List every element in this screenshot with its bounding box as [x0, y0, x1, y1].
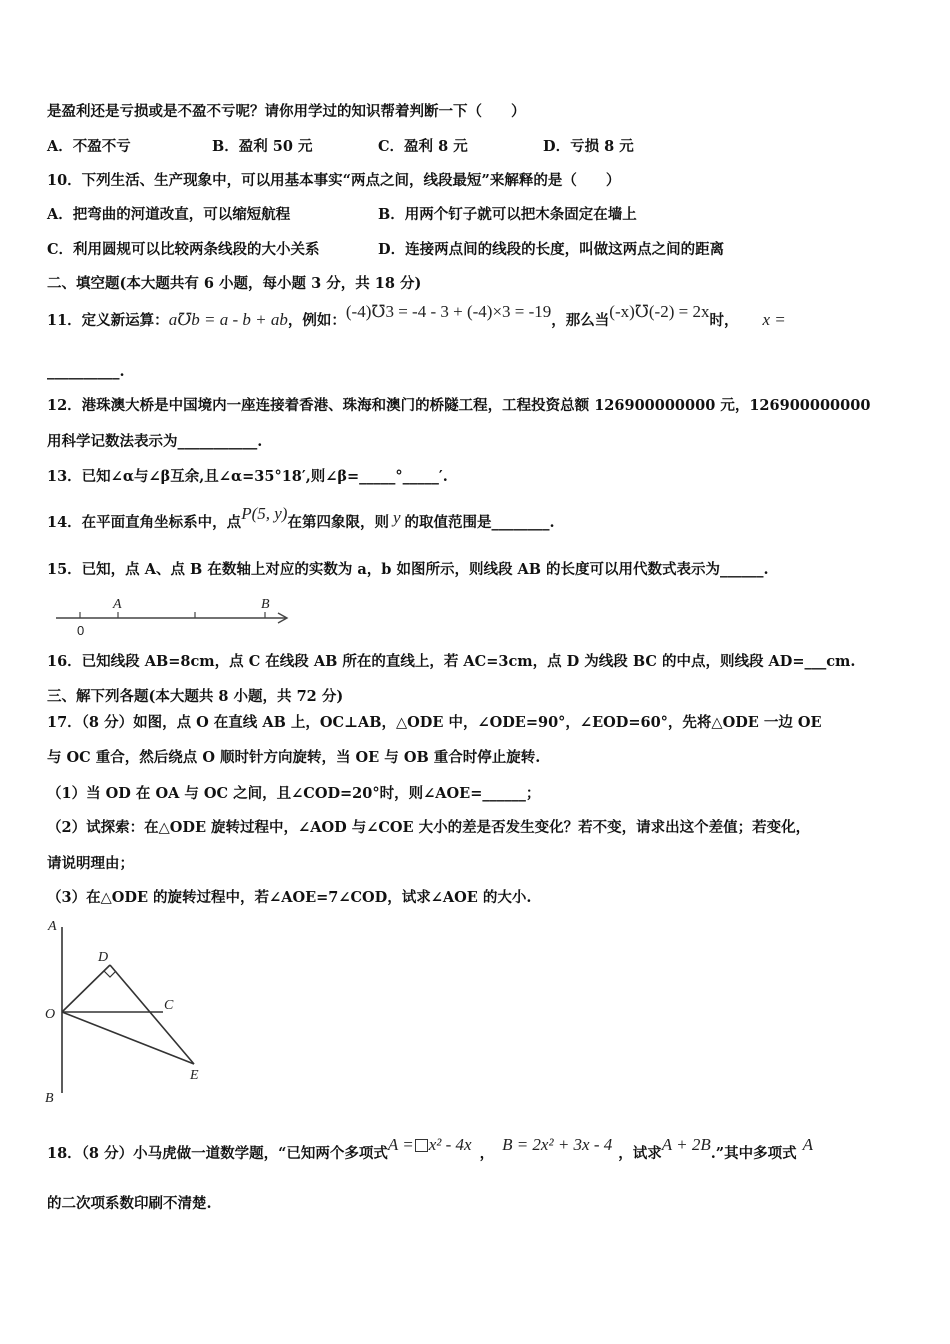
label-a: A	[113, 597, 122, 612]
q10-option-d[interactable]: D．连接两点间的线段的长度，叫做这两点之间的距离	[378, 241, 725, 258]
q14-mid: 在第四象限，则	[287, 514, 389, 531]
section3-heading: 三、解下列各题(本大题共 8 小题，共 72 分)	[47, 688, 344, 705]
q11-line	[47, 302, 786, 331]
label-b-point: B	[45, 1091, 54, 1106]
q9-option-a[interactable]: A．不盈不亏	[47, 138, 131, 155]
label-a-point: A	[48, 919, 57, 934]
q11-blank[interactable]: __________.	[47, 363, 125, 380]
q18-mid: ，试求	[618, 1145, 662, 1162]
label-zero: 0	[77, 623, 85, 638]
segment-de	[110, 965, 194, 1064]
q18-line1	[47, 1135, 813, 1164]
q10-option-c[interactable]: C．利用圆规可以比较两条线段的大小关系	[47, 241, 320, 258]
q17-line2: 与 OC 重合，然后绕点 O 顺时针方向旋转，当 OE 与 OB 重合时停止旋转.	[47, 749, 541, 766]
q9-option-b[interactable]: B．盈利 50 元	[212, 138, 313, 155]
q15-text: 15．已知，点 A、点 B 在数轴上对应的实数为 a，b 如图所示，则线段 AB 的长度可以用代数式表示为______.	[47, 561, 769, 578]
label-b: B	[261, 597, 270, 612]
label-d-point: D	[98, 950, 109, 965]
q16-text: 16．已知线段 AB=8cm，点 C 在线段 AB 所在的直线上，若 AC=3cm，点 D 为线段 BC 的中点，则线段 AD=___cm.	[47, 653, 856, 670]
smudged-coefficient-box	[415, 1139, 428, 1152]
q18-a: A	[802, 1135, 813, 1154]
section2-heading: 二、填空题(本大题共有 6 小题，每小题 3 分，共 18 分)	[47, 275, 422, 292]
q18-poly-a-rhs: x² - 4x	[428, 1135, 472, 1154]
q9-option-d[interactable]: D．亏损 8 元	[543, 138, 634, 155]
q11-x-eq: x =	[762, 310, 786, 329]
q18-expr: A + 2B	[661, 1135, 711, 1154]
q17-part1: （1）当 OD 在 OA 与 OC 之间，且∠COD=20°时，则∠AOE=______；	[47, 785, 541, 802]
q9-stem-line: 是盈利还是亏损或是不盈不亏呢？请你用学过的知识帮着判断一下（ ）	[47, 103, 526, 120]
q11-mid3: 时，	[709, 312, 739, 329]
segment-oe	[62, 1012, 194, 1064]
q18-prefix: 18．（8 分）小马虎做一道数学题，“已知两个多项式	[47, 1145, 388, 1162]
q11-mid2: ，那么当	[551, 312, 610, 329]
rotation-figure	[40, 915, 220, 1110]
q17-part2a: （2）试探索：在△ODE 旋转过程中，∠AOD 与∠COE 大小的差是否发生变化？若不变，请求出这个差值；若变化，	[47, 819, 811, 836]
q18-mid2: .”其中多项式	[710, 1145, 797, 1162]
q18-poly-a-lhs: A =	[387, 1135, 414, 1154]
q18-poly-b: B = 2x² + 3x - 4	[502, 1135, 613, 1154]
q11-mid1: ，例如：	[287, 312, 346, 329]
q9-option-c[interactable]: C．盈利 8 元	[378, 138, 468, 155]
segment-od	[62, 965, 110, 1012]
q11-example: (-4)℧3 = -4 - 3 + (-4)×3 = -19	[345, 302, 552, 321]
q10-option-a[interactable]: A．把弯曲的河道改直，可以缩短航程	[47, 206, 291, 223]
q11-op-def: a℧b = a - b + ab	[168, 310, 288, 329]
label-e-point: E	[190, 1068, 199, 1083]
q12-line2: 用科学记数法表示为___________.	[47, 433, 263, 450]
q11-prefix: 11．定义新运算：	[47, 312, 169, 329]
q13-text: 13．已知∠α与∠β互余,且∠α=35°18′,则∠β=_____°_____′.	[47, 468, 448, 485]
q10-stem: 10．下列生活、生产现象中，可以用基本事实“两点之间，线段最短”来解释的是（ ）	[47, 172, 621, 189]
number-line-figure	[50, 594, 300, 638]
q14-prefix: 14．在平面直角坐标系中，点	[47, 514, 242, 531]
q17-part2b: 请说明理由；	[47, 855, 134, 872]
q10-option-b[interactable]: B．用两个钉子就可以把木条固定在墙上	[378, 206, 637, 223]
q14-point: P(5, y)	[241, 504, 288, 523]
q14-suffix: 的取值范围是________.	[404, 514, 555, 531]
q18-line2: 的二次项系数印刷不清楚.	[47, 1195, 212, 1212]
q17-line1: 17．（8 分）如图，点 O 在直线 AB 上，OC⊥AB，△ODE 中，∠ODE=90°，∠EOD=60°，先将△ODE 一边 OE	[47, 714, 822, 731]
q12-line1: 12．港珠澳大桥是中国境内一座连接着香港、珠海和澳门的桥隧工程，工程投资总额 126900000000 元，126900000000	[47, 397, 871, 414]
q14-line	[47, 504, 555, 533]
label-c-point: C	[164, 998, 174, 1013]
q11-condition: (-x)℧(-2) = 2x	[609, 302, 710, 321]
q17-part3: （3）在△ODE 的旋转过程中，若∠AOE=7∠COD，试求∠AOE 的大小.	[47, 889, 532, 906]
q18-sep: ，	[479, 1145, 495, 1162]
right-angle-mark	[104, 971, 116, 977]
label-o-point: O	[45, 1007, 56, 1022]
q14-y: y	[392, 508, 401, 527]
